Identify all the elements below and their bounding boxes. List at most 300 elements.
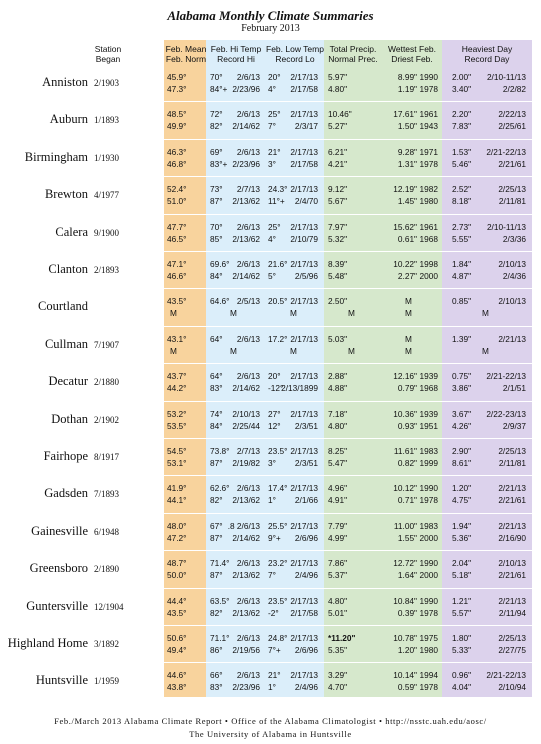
station-name: Greensboro [29, 561, 88, 576]
cell-lo-date: 2/17/13 [290, 520, 318, 531]
cell-rec-hi: 87° [210, 196, 223, 207]
cell-precip: 9.12" [328, 184, 348, 195]
cell-lo-date: 2/17/13 [290, 483, 318, 494]
cell-heavy-date: 2/10-11/13 [486, 72, 526, 82]
station-began: 8/1917 [94, 452, 120, 462]
cell-lo: 21° [268, 670, 281, 681]
station-name: Clanton [48, 262, 88, 276]
cell-heavy: 0.96" [452, 670, 472, 681]
cell-rec-day-date: 2/11/94 [498, 607, 526, 618]
station-began: 9/1900 [94, 227, 120, 238]
cell-hi: 72° [210, 109, 223, 120]
cell-lo: 21.6° [268, 259, 288, 269]
cell-wet: 9.28" [397, 146, 417, 157]
station-row [0, 290, 541, 327]
cell-rec-lo: -2° [268, 607, 279, 618]
station-began: 6/1948 [94, 526, 120, 537]
cell-rec-hi: 82° [210, 121, 223, 132]
cell-rec-hi-date: 2/23/96 [232, 84, 260, 94]
cell-hi: 69.6° [210, 259, 230, 269]
station-row [0, 627, 541, 664]
cell-wet-yr: 1982 [419, 184, 438, 195]
cell-hi-date: 2/7/13 [236, 446, 260, 456]
cell-rec-lo-date: 2/4/96 [294, 682, 318, 693]
cell-rec-day-date: 2/11/81 [498, 458, 526, 468]
cell-dry-yr: 1999 [419, 458, 438, 468]
station-began: 7/1893 [94, 489, 120, 500]
cell-mean: 48.5° [167, 109, 187, 120]
station-name: Birmingham [24, 149, 88, 164]
cell-mean: 43.7° [167, 371, 187, 382]
cell-hi-date: .8 2/6/13 [227, 520, 260, 531]
cell-rec-day-date: 2/27/75 [498, 645, 526, 655]
cell-hi-date: 2/6/13 [236, 146, 260, 157]
cell-rec-hi-date: 2/23/96 [232, 682, 260, 693]
cell-rec-hi: 82° [210, 495, 223, 506]
cell-wet-yr: 1983 [419, 520, 438, 531]
cell-wet: M [405, 296, 412, 307]
cell-rec-hi-date: 2/19/82 [232, 458, 260, 468]
cell-rec-day: 5.55" [452, 233, 472, 244]
station-name: Huntsville [35, 673, 88, 688]
cell-heavy: 2.52" [452, 184, 472, 195]
cell-hi-date: 2/10/13 [232, 408, 260, 419]
cell-mean: 43.5° [167, 296, 187, 307]
cell-dry: 1.20" [397, 645, 417, 655]
cell-rec-day: 8.61" [452, 458, 472, 468]
cell-precip: 6.21" [328, 146, 348, 157]
cell-hi-date: 2/6/13 [236, 670, 260, 681]
cell-norm: 43.5° [167, 607, 187, 618]
cell-rec-lo-date: 2/5/96 [294, 271, 318, 281]
cell-wet-yr: 1983 [419, 446, 438, 456]
cell-hi: 64° [210, 333, 223, 344]
cell-precip: 8.25" [328, 446, 348, 456]
cell-hi: 74° [210, 408, 223, 419]
cell-lo: 25.5° [268, 520, 288, 531]
cell-rec-hi-date: 2/14/62 [232, 271, 260, 281]
cell-rec-lo: 4° [268, 84, 276, 94]
cell-lo: 20.5° [268, 296, 288, 307]
cell-hi-date: 2/6/13 [236, 259, 260, 269]
cell-rec-day: 5.46" [452, 158, 472, 169]
cell-dry-yr: 1951 [419, 420, 438, 431]
header-hi: Feb. Hi Temp Record Hi [210, 44, 262, 64]
cell-normal: 5.67" [328, 196, 348, 207]
cell-rec-lo: -12° [268, 383, 284, 394]
header-station: Station Began [94, 44, 122, 64]
cell-rec-hi: 83° [210, 682, 223, 693]
cell-mean: 44.4° [167, 595, 187, 606]
cell-rec-lo-date: 2/4/70 [294, 196, 318, 207]
cell-rec-day: M [482, 308, 489, 319]
cell-wet-yr: 1971 [419, 146, 438, 157]
cell-heavy-date: 2/10/13 [498, 558, 526, 569]
cell-rec-day-date: 2/4/36 [502, 271, 526, 281]
cell-rec-day-date: 2/25/61 [498, 121, 526, 132]
cell-rec-day: 4.87" [452, 271, 472, 281]
cell-rec-hi: 87° [210, 532, 223, 543]
cell-wet: 12.16" [393, 371, 417, 382]
cell-norm: 44.1° [167, 495, 187, 506]
footer-line-2: The University of Alabama in Huntsville [189, 729, 352, 739]
cell-rec-hi-date: 2/13/62 [232, 196, 260, 207]
cell-rec-lo: 3° [268, 458, 276, 468]
cell-lo: 20° [268, 371, 281, 382]
cell-rec-lo-date: 2/1/66 [294, 495, 318, 506]
station-row [0, 515, 541, 552]
cell-mean: 53.2° [167, 408, 187, 419]
cell-norm: 46.5° [167, 233, 187, 244]
station-began: 2/1893 [94, 265, 120, 275]
cell-precip: 2.50" [328, 296, 348, 307]
cell-mean: 54.5° [167, 446, 187, 456]
cell-lo: 25° [268, 109, 281, 120]
cell-rec-lo: 12° [268, 420, 281, 431]
cell-norm: 53.5° [167, 420, 187, 431]
cell-dry-yr: 1978 [419, 682, 438, 693]
cell-dry: 0.93" [397, 420, 417, 431]
cell-lo: 20° [268, 72, 281, 82]
cell-wet-yr: 1939 [419, 371, 438, 382]
cell-dry-yr: 1978 [419, 84, 438, 94]
cell-normal: M [348, 345, 355, 356]
cell-rec-hi: 83° [210, 383, 223, 394]
row-divider [6, 401, 532, 402]
cell-rec-hi: M [230, 308, 237, 319]
cell-dry: 2.27" [397, 271, 417, 281]
cell-hi: 71.1° [210, 633, 230, 643]
cell-rec-hi: 84° [210, 420, 223, 431]
cell-wet: 10.36" [393, 408, 417, 419]
cell-rec-hi-date: 2/13/62 [232, 570, 260, 581]
row-divider [6, 214, 532, 215]
cell-hi-date: 2/6/13 [236, 109, 260, 120]
cell-mean: 46.3° [167, 146, 187, 157]
cell-heavy-date: 2/25/13 [498, 446, 526, 456]
station-began: 2/1880 [94, 377, 120, 388]
cell-rec-hi-date: 2/13/62 [232, 495, 260, 506]
station-name: Guntersville [26, 598, 88, 613]
station-row [0, 66, 541, 103]
cell-wet-yr: 1975 [419, 633, 438, 643]
cell-wet: 12.72" [393, 558, 417, 569]
row-divider [6, 588, 532, 589]
cell-norm: M [170, 345, 177, 356]
cell-normal: 5.48" [328, 271, 348, 281]
cell-rec-hi-date: 2/14/62 [232, 532, 260, 543]
station-row [0, 403, 541, 440]
row-divider [6, 513, 532, 514]
cell-heavy: 0.75" [452, 371, 472, 382]
cell-rec-lo-date: 2/17/58 [290, 158, 318, 169]
cell-hi-date: 2/6/13 [236, 333, 260, 344]
cell-rec-lo: 1° [268, 682, 276, 693]
cell-rec-day: 3.40" [452, 84, 472, 94]
cell-mean: 45.9° [167, 72, 187, 82]
cell-normal: 5.35" [328, 645, 348, 655]
cell-heavy-date: 2/10/13 [498, 296, 526, 307]
cell-dry: 0.59" [397, 682, 417, 693]
cell-heavy-date: 2/21-22/13 [486, 146, 526, 157]
cell-lo: 27° [268, 408, 281, 419]
cell-dry: M [405, 345, 412, 356]
cell-wet-yr: 1990 [419, 72, 438, 82]
cell-heavy: 2.90" [452, 446, 472, 456]
cell-hi: 64° [210, 371, 223, 382]
cell-precip: 2.88" [328, 371, 348, 382]
cell-normal: 5.32" [328, 233, 348, 244]
cell-wet-yr: 1998 [419, 259, 438, 269]
cell-dry: 1.31" [397, 158, 417, 169]
cell-normal: 4.80" [328, 420, 348, 431]
row-divider [6, 139, 532, 140]
cell-hi: 63.5° [210, 595, 230, 606]
cell-dry-yr: 1978 [419, 158, 438, 169]
cell-rec-day: M [482, 345, 489, 356]
station-began: 4/1977 [94, 190, 120, 201]
cell-rec-lo: 1° [268, 495, 276, 506]
cell-heavy: 1.84" [452, 259, 472, 269]
cell-dry-yr: 1980 [419, 645, 438, 655]
cell-dry-yr: 2000 [419, 271, 438, 281]
station-row [0, 365, 541, 402]
cell-rec-day-date: 2/21/61 [498, 158, 526, 169]
cell-hi: 70° [210, 72, 223, 82]
cell-hi: 70° [210, 221, 223, 232]
station-row [0, 141, 541, 178]
cell-heavy-date: 2/21-22/13 [486, 670, 526, 681]
cell-heavy: 1.21" [452, 595, 472, 606]
cell-rec-lo-date: 2/13/1899 [281, 383, 318, 394]
cell-rec-hi: 84° [210, 271, 223, 281]
cell-lo: 24.8° [268, 633, 288, 643]
cell-heavy: 1.94" [452, 520, 472, 531]
cell-rec-day: 8.18" [452, 196, 472, 207]
cell-normal: 4.80" [328, 84, 348, 94]
cell-wet-yr: 1961 [419, 109, 438, 120]
cell-hi: 67° [210, 520, 223, 531]
cell-dry-yr: 1978 [419, 607, 438, 618]
station-name: Courtland [38, 299, 88, 314]
cell-wet: 12.19" [393, 184, 417, 195]
header-lo: Feb. Low Temp Record Lo [266, 44, 324, 64]
cell-mean: 52.4° [167, 184, 187, 195]
cell-dry-yr: 1968 [419, 233, 438, 244]
station-name: Decatur [48, 374, 88, 389]
cell-rec-lo: M [290, 345, 297, 356]
cell-hi-date: 2/6/13 [236, 558, 260, 569]
cell-precip: 5.03" [328, 333, 348, 344]
station-name: Highland Home [7, 636, 88, 650]
cell-rec-day: 5.36" [452, 532, 472, 543]
cell-hi: 66° [210, 670, 223, 681]
cell-heavy: 1.39" [452, 333, 472, 344]
station-began: 2/1903 [94, 78, 120, 88]
cell-lo-date: 2/17/13 [290, 333, 318, 344]
cell-dry: 1.50" [397, 121, 417, 132]
cell-norm: 47.3° [167, 84, 187, 94]
cell-rec-hi: 87° [210, 570, 223, 581]
station-row [0, 253, 541, 290]
cell-lo-date: 2/17/13 [290, 72, 318, 82]
cell-mean: 48.0° [167, 520, 187, 531]
row-divider [6, 475, 532, 476]
cell-heavy-date: 2/21/13 [498, 333, 526, 344]
cell-dry-yr: 2000 [419, 570, 438, 581]
cell-norm: 47.2° [167, 532, 187, 543]
cell-heavy-date: 2/22/13 [498, 109, 526, 120]
cell-rec-lo: 3° [268, 158, 276, 169]
cell-heavy: 2.20" [452, 109, 472, 120]
row-divider [6, 662, 532, 663]
cell-rec-day: 4.75" [452, 495, 472, 506]
cell-precip: 10.46" [328, 109, 352, 120]
station-name: Dothan [51, 411, 88, 426]
cell-precip: 7.97" [328, 221, 348, 232]
cell-rec-day-date: 2/21/61 [498, 570, 526, 581]
row-divider [6, 176, 532, 177]
cell-heavy-date: 2/25/13 [498, 633, 526, 643]
cell-precip: 8.39" [328, 259, 348, 269]
row-divider [6, 101, 532, 102]
header-mean: Feb. Mean Feb. Norm [165, 44, 207, 64]
cell-dry-yr: 1980 [419, 196, 438, 207]
cell-rec-day: 5.57" [452, 607, 472, 618]
cell-hi-date: 2/5/13 [236, 296, 260, 307]
cell-lo: 25° [268, 221, 281, 232]
cell-hi: 62.6° [210, 483, 230, 494]
cell-heavy-date: 2/21/13 [498, 483, 526, 494]
cell-rec-hi-date: 2/19/56 [232, 645, 260, 655]
cell-wet-yr: 1939 [419, 408, 438, 419]
cell-normal: 5.27" [328, 121, 348, 132]
cell-rec-day: 4.04" [452, 682, 472, 693]
cell-mean: 47.7° [167, 221, 187, 232]
cell-lo-date: 2/17/13 [290, 184, 318, 195]
cell-heavy: 1.53" [452, 146, 472, 157]
cell-dry: 0.79" [397, 383, 417, 394]
cell-rec-day-date: 2/16/90 [498, 532, 526, 543]
row-divider [6, 550, 532, 551]
cell-rec-lo: M [290, 308, 297, 319]
cell-lo-date: 2/17/13 [290, 446, 318, 456]
cell-dry: 1.45" [397, 196, 417, 207]
station-name: Cullman [44, 336, 88, 351]
cell-lo-date: 2/17/13 [290, 633, 318, 643]
cell-rec-day: 4.26" [452, 420, 472, 431]
cell-normal: 4.88" [328, 383, 348, 394]
cell-rec-lo-date: 2/6/96 [294, 645, 318, 655]
station-name: Anniston [42, 75, 88, 89]
cell-dry-yr: 1978 [419, 495, 438, 506]
cell-lo-date: 2/17/13 [290, 408, 318, 419]
cell-heavy: 1.20" [452, 483, 472, 494]
report-title: Alabama Monthly Climate Summaries [167, 8, 374, 23]
cell-lo: 23.5° [268, 595, 288, 606]
cell-mean: 47.1° [167, 259, 187, 269]
cell-hi: 73° [210, 184, 223, 195]
cell-precip: 4.80" [328, 595, 348, 606]
cell-lo-date: 2/17/13 [290, 109, 318, 120]
cell-hi: 69° [210, 146, 223, 157]
station-name: Brewton [44, 187, 88, 202]
cell-mean: 50.6° [167, 633, 187, 643]
cell-lo: 24.3° [268, 184, 288, 195]
cell-rec-lo-date: 2/3/51 [294, 458, 318, 468]
cell-rec-day: 5.18" [452, 570, 472, 581]
cell-dry-yr: 2000 [419, 532, 438, 543]
report-subtitle: February 2013 [241, 23, 300, 34]
station-began: 12/1904 [94, 601, 124, 612]
cell-dry: 0.71" [397, 495, 417, 506]
cell-dry: 1.19" [397, 84, 417, 94]
cell-lo-date: 2/17/13 [290, 371, 318, 382]
cell-dry: 0.82" [397, 458, 417, 468]
cell-wet: 10.84" [393, 595, 417, 606]
cell-rec-hi: 87° [210, 458, 223, 468]
cell-rec-day-date: 2/2/82 [502, 84, 526, 94]
header-precip: Total Precip. Normal Prec. [328, 44, 378, 64]
cell-wet-yr: 1990 [419, 483, 438, 494]
cell-mean: 44.6° [167, 670, 187, 681]
station-row [0, 216, 541, 253]
cell-rec-hi: 83°+ [210, 158, 228, 169]
cell-dry: 1.64" [397, 570, 417, 581]
cell-lo: 23.5° [268, 446, 288, 456]
cell-norm: 44.2° [167, 383, 187, 394]
station-row [0, 590, 541, 627]
cell-heavy: 3.67" [452, 408, 472, 419]
cell-rec-day: 3.86" [452, 383, 472, 394]
station-row [0, 103, 541, 140]
row-divider [6, 288, 532, 289]
cell-wet: 10.22" [393, 259, 417, 269]
cell-precip: *11.20" [328, 633, 356, 643]
cell-heavy-date: 2/21/13 [498, 595, 526, 606]
cell-rec-lo: 5° [268, 271, 276, 281]
row-divider [6, 363, 532, 364]
station-began: 3/1892 [94, 639, 120, 649]
cell-hi: 71.4° [210, 558, 230, 569]
cell-precip: 3.29" [328, 670, 348, 681]
cell-rec-hi-date: 2/13/62 [232, 607, 260, 618]
cell-norm: 49.4° [167, 645, 187, 655]
cell-heavy-date: 2/22-23/13 [486, 408, 526, 419]
station-name: Gadsden [44, 486, 88, 501]
cell-wet-yr: 1961 [419, 221, 438, 232]
cell-wet: 10.78" [393, 633, 417, 643]
cell-lo-date: 2/17/13 [290, 558, 318, 569]
station-row [0, 552, 541, 589]
row-divider [6, 251, 532, 252]
cell-lo-date: 2/17/13 [290, 221, 318, 232]
cell-precip: 7.86" [328, 558, 348, 569]
cell-rec-lo-date: 2/4/96 [294, 570, 318, 581]
cell-normal: 5.37" [328, 570, 348, 581]
cell-lo-date: 2/17/13 [290, 296, 318, 307]
header-wet: Wettest Feb. Driest Feb. [387, 44, 437, 64]
cell-lo-date: 2/17/13 [290, 595, 318, 606]
cell-rec-hi: 84°+ [210, 84, 228, 94]
cell-rec-lo-date: 2/6/96 [294, 532, 318, 543]
cell-norm: 53.1° [167, 458, 187, 468]
cell-wet: M [405, 333, 412, 344]
cell-heavy-date: 2/21/13 [498, 520, 526, 531]
cell-rec-hi-date: 2/14/62 [232, 383, 260, 394]
station-began: 2/1902 [94, 414, 120, 425]
cell-rec-hi-date: 2/25/44 [232, 420, 260, 431]
